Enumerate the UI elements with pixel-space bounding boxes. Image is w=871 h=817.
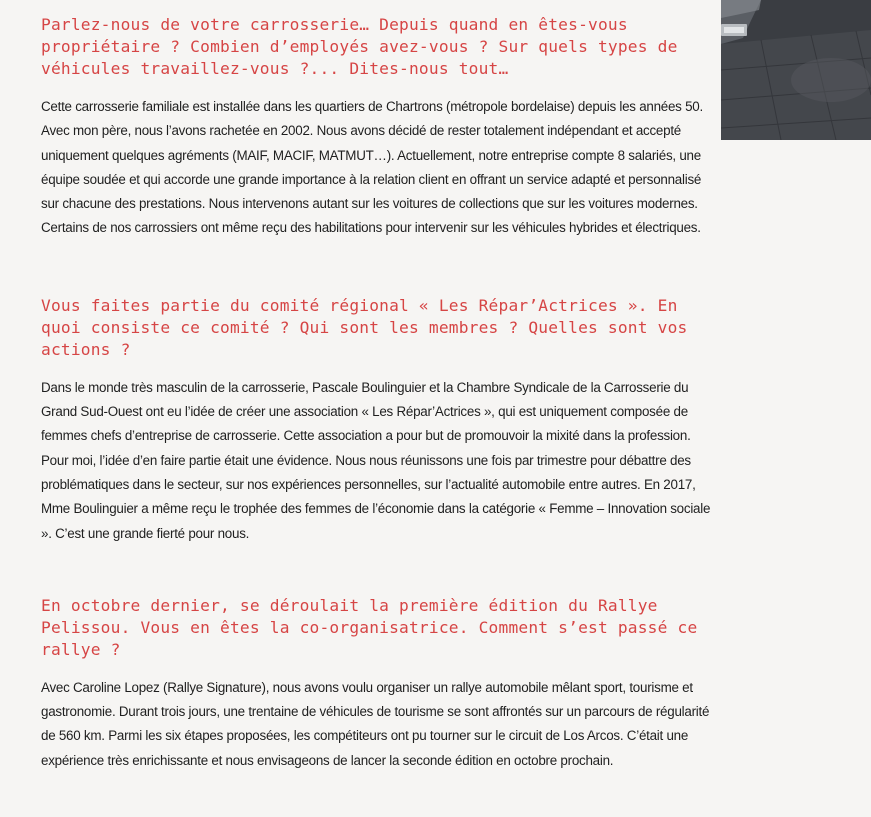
question-heading-1: Parlez-nous de votre carrosserie… Depuis quand en êtes-vous propriétaire ? Combien d’employés avez-vous ? Sur quels types de véhicules travaillez-vous ?... Dites-nous tout…: [41, 15, 678, 78]
car-photo: [721, 0, 871, 140]
interview-section-1: [41, 14, 713, 241]
interview-section-3: [41, 595, 713, 773]
answer-paragraph-3: Avec Caroline Lopez (Rallye Signature), nous avons voulu organiser un rallye automobile mêlant sport, tourisme et gastronomie. Durant trois jours, une trentaine de véhicules de tourisme se sont affrontés sur un parcours de régularité de 560 km. Parmi les six étapes proposées, les compétiteurs ont pu tourner sur le circuit de Los Arcos. C’était une expérience très enrichissante et nous envisageons de lancer la seconde édition en octobre prochain.: [41, 679, 710, 768]
car-photo-graphic: [721, 0, 871, 140]
answer-paragraph-2: Dans le monde très masculin de la carrosserie, Pascale Boulinguier et la Chambre Syndicale de la Carrosserie du Grand Sud-Ouest ont eu l’idée de créer une association « Les Répar’Actrices », qui est uniquement composée de femmes chefs d’entreprise de carrosserie. Cette association a pour but de promouvoir la mixité dans la profession. Pour moi, l’idée d’en faire partie était une évidence. Nous nous réunissons une fois par trimestre pour débattre des problématiques dans le secteur, sur nos expériences personnelles, sur l’actualité automobile entre autres. En 2017, Mme Boulinguier a même reçu le trophée des femmes de l’économie dans la catégorie « Femme – Innovation sociale ». C’est une grande fierté pour nous.: [41, 379, 711, 541]
question-heading-2: Vous faites partie du comité régional « Les Répar’Actrices ». En quoi consiste ce comité ? Qui sont les membres ? Quelles sont vos actions ?: [41, 295, 688, 359]
question-heading-3: En octobre dernier, se déroulait la première édition du Rallye Pelissou. Vous en êtes la co-organisatrice. Comment s’est passé ce rallye ?: [41, 595, 698, 659]
interview-section-2: [41, 295, 713, 546]
interview-content: [41, 14, 713, 817]
answer-paragraph-1: Cette carrosserie familiale est installée dans les quartiers de Chartrons (métropole bordelaise) depuis les années 50. Avec mon père, nous l’avons rachetée en 2002. Nous avons décidé de rester totalement indépendant et accepté uniquement quelques agréments (MAIF, MACIF, MATMUT…). Actuellement, notre entreprise compte 8 salariés, une équipe soudée et qui accorde une grande importance à la relation client en offrant un service adapté et personnalisé sur chacune des prestations. Nous intervenons autant sur les voitures de collections que sur les voitures modernes. Certains de nos carrossiers ont même reçu des habilitations pour intervenir sur les véhicules hybrides et électriques.: [41, 99, 703, 236]
